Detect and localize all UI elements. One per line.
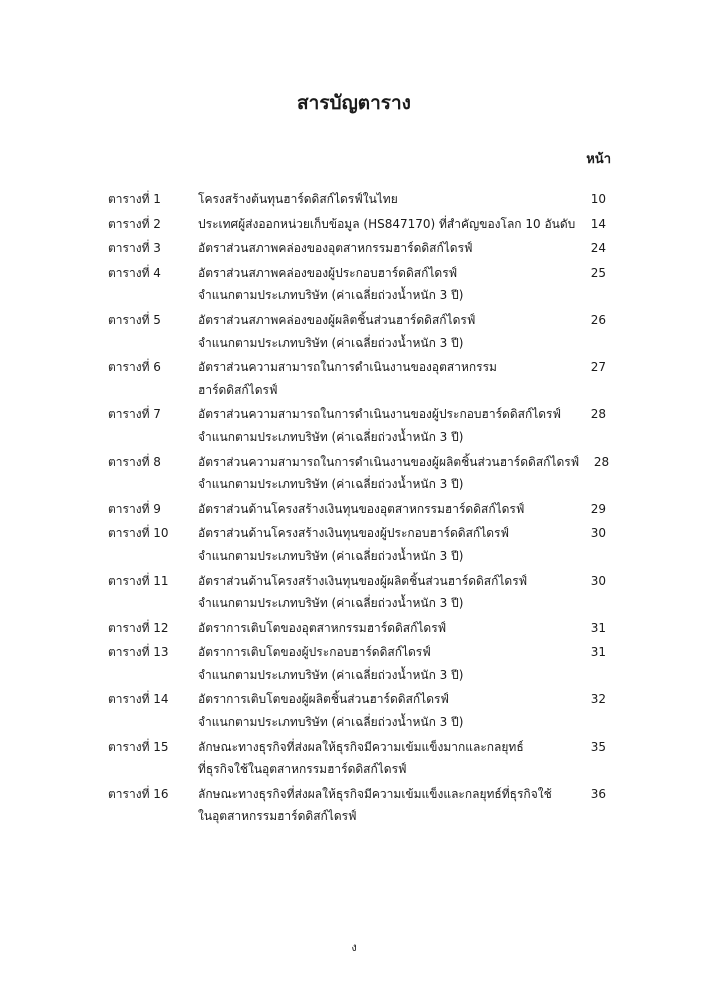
toc-entry-title-line: อัตราส่วนความสามารถในการดำเนินงานของอุตสาหกรรม bbox=[198, 360, 497, 375]
toc-entry-number: ตารางที่ 2 bbox=[108, 216, 161, 231]
toc-entry-page: 14 bbox=[590, 216, 606, 231]
toc-entry-title bbox=[198, 356, 576, 401]
toc-entry-title bbox=[198, 188, 576, 211]
toc-entry-number: ตารางที่ 14 bbox=[108, 692, 169, 707]
toc-entry bbox=[108, 356, 606, 401]
toc-entry-title-line: ประเทศผู้ส่งออกหน่วยเก็บข้อมูล (HS847170) ที่สำคัญของโลก 10 อันดับ bbox=[198, 216, 576, 231]
toc-entry bbox=[108, 522, 606, 567]
toc-entry-title-line: อัตราส่วนด้านโครงสร้างเงินทุนของผู้ประกอบฮาร์ดดิสก์ไดรฟ์ bbox=[198, 526, 509, 541]
toc-entry-number: ตารางที่ 13 bbox=[108, 645, 169, 660]
toc-entry-number: ตารางที่ 7 bbox=[108, 407, 161, 422]
toc-entry-page: 35 bbox=[590, 739, 606, 754]
toc-entry bbox=[108, 783, 606, 828]
toc-entry bbox=[108, 403, 606, 448]
toc-entry-number: ตารางที่ 3 bbox=[108, 241, 161, 256]
toc-entry bbox=[108, 498, 606, 521]
page-title: สารบัญตาราง bbox=[297, 92, 411, 114]
toc-entry-page: 27 bbox=[590, 360, 606, 375]
toc-entry-page: 28 bbox=[590, 407, 606, 422]
toc-entry-number: ตารางที่ 8 bbox=[108, 454, 161, 469]
toc-entry-page: 28 bbox=[593, 454, 610, 469]
toc-entry-title-line: ฮาร์ดดิสก์ไดรฟ์ bbox=[198, 382, 278, 397]
toc-entry-page: 31 bbox=[590, 620, 606, 635]
toc-entry bbox=[108, 451, 610, 496]
toc-entry-number: ตารางที่ 15 bbox=[108, 739, 169, 754]
table-of-contents-list bbox=[108, 188, 610, 830]
toc-entry bbox=[108, 188, 606, 211]
toc-entry-number: ตารางที่ 16 bbox=[108, 786, 169, 801]
toc-entry-title-line: อัตราส่วนสภาพคล่องของอุตสาหกรรมฮาร์ดดิสก์ไดรฟ์ bbox=[198, 241, 473, 256]
toc-entry-title-line: จำแนกตามประเภทบริษัท (ค่าเฉลี่ยถ่วงน้ำหนัก 3 ปี) bbox=[198, 548, 464, 563]
toc-entry-number: ตารางที่ 4 bbox=[108, 265, 161, 280]
toc-entry-title-line: อัตราส่วนด้านโครงสร้างเงินทุนของผู้ผลิตชิ้นส่วนฮาร์ดดิสก์ไดรฟ์ bbox=[198, 573, 528, 588]
toc-entry-title-line: จำแนกตามประเภทบริษัท (ค่าเฉลี่ยถ่วงน้ำหนัก 3 ปี) bbox=[198, 335, 464, 350]
toc-entry-title-line: จำแนกตามประเภทบริษัท (ค่าเฉลี่ยถ่วงน้ำหนัก 3 ปี) bbox=[198, 667, 464, 682]
toc-entry-title bbox=[198, 641, 576, 686]
toc-entry-title bbox=[198, 498, 576, 521]
toc-entry-title-line: อัตราการเติบโตของผู้ประกอบฮาร์ดดิสก์ไดรฟ์ bbox=[198, 645, 431, 660]
toc-entry-title-line: อัตราส่วนสภาพคล่องของผู้ประกอบฮาร์ดดิสก์ไดรฟ์ bbox=[198, 265, 458, 280]
toc-entry-number: ตารางที่ 9 bbox=[108, 501, 161, 516]
toc-entry bbox=[108, 213, 606, 236]
toc-entry bbox=[108, 237, 606, 260]
toc-entry-title bbox=[198, 688, 576, 733]
toc-entry-number: ตารางที่ 11 bbox=[108, 573, 169, 588]
toc-entry-page: 29 bbox=[590, 501, 606, 516]
toc-entry-title bbox=[198, 783, 576, 828]
toc-entry-title-line: จำแนกตามประเภทบริษัท (ค่าเฉลี่ยถ่วงน้ำหนัก 3 ปี) bbox=[198, 596, 464, 611]
page-column-header: หน้า bbox=[586, 152, 611, 167]
toc-entry bbox=[108, 570, 606, 615]
toc-entry-title-line: อัตราส่วนความสามารถในการดำเนินงานของผู้ผลิตชิ้นส่วนฮาร์ดดิสก์ไดรฟ์ bbox=[198, 454, 580, 469]
toc-entry-page: 36 bbox=[590, 786, 606, 801]
toc-entry-title bbox=[198, 451, 579, 496]
toc-entry-page: 25 bbox=[590, 265, 606, 280]
toc-entry-title-line: อัตราการเติบโตของอุตสาหกรรมฮาร์ดดิสก์ไดรฟ์ bbox=[198, 620, 447, 635]
toc-entry-title-line: จำแนกตามประเภทบริษัท (ค่าเฉลี่ยถ่วงน้ำหนัก 3 ปี) bbox=[198, 288, 464, 303]
toc-entry-title-line: อัตราส่วนความสามารถในการดำเนินงานของผู้ประกอบฮาร์ดดิสก์ไดรฟ์ bbox=[198, 407, 561, 422]
toc-entry bbox=[108, 262, 606, 307]
toc-entry-page: 32 bbox=[590, 692, 606, 707]
toc-entry-number: ตารางที่ 5 bbox=[108, 312, 161, 327]
toc-entry-number: ตารางที่ 10 bbox=[108, 526, 169, 541]
toc-entry-page: 24 bbox=[590, 241, 606, 256]
toc-entry bbox=[108, 641, 606, 686]
toc-entry-page: 30 bbox=[590, 526, 606, 541]
toc-entry-title-line: ในอุตสาหกรรมฮาร์ดดิสก์ไดรฟ์ bbox=[198, 809, 357, 824]
toc-entry-title-line: อัตราส่วนด้านโครงสร้างเงินทุนของอุตสาหกรรมฮาร์ดดิสก์ไดรฟ์ bbox=[198, 501, 525, 516]
toc-entry bbox=[108, 688, 606, 733]
toc-entry-title-line: ลักษณะทางธุรกิจที่ส่งผลให้ธุรกิจมีความเข้มแข็งมากและกลยุทธ์ bbox=[198, 739, 524, 754]
toc-entry-title bbox=[198, 617, 576, 640]
toc-entry-title bbox=[198, 237, 576, 260]
toc-entry-title-line: ลักษณะทางธุรกิจที่ส่งผลให้ธุรกิจมีความเข้มแข็งและกลยุทธ์ที่ธุรกิจใช้ bbox=[198, 786, 552, 801]
toc-entry-title bbox=[198, 213, 576, 236]
toc-entry-title bbox=[198, 736, 576, 781]
toc-entry-number: ตารางที่ 6 bbox=[108, 360, 161, 375]
toc-entry-title-line: จำแนกตามประเภทบริษัท (ค่าเฉลี่ยถ่วงน้ำหนัก 3 ปี) bbox=[198, 477, 464, 492]
toc-entry-title-line: อัตราส่วนสภาพคล่องของผู้ผลิตชิ้นส่วนฮาร์ดดิสก์ไดรฟ์ bbox=[198, 312, 476, 327]
toc-entry-page: 30 bbox=[590, 573, 606, 588]
toc-entry-number: ตารางที่ 1 bbox=[108, 192, 161, 206]
toc-entry-title-line: ที่ธุรกิจใช้ในอุตสาหกรรมฮาร์ดดิสก์ไดรฟ์ bbox=[198, 762, 407, 777]
toc-entry-page: 31 bbox=[590, 645, 606, 660]
toc-entry-number: ตารางที่ 12 bbox=[108, 620, 169, 635]
toc-entry-page: 26 bbox=[590, 312, 606, 327]
toc-entry-title-line: โครงสร้างต้นทุนฮาร์ดดิสก์ไดรฟ์ในไทย bbox=[198, 192, 398, 206]
toc-entry-title bbox=[198, 262, 576, 307]
toc-entry-title bbox=[198, 403, 576, 448]
toc-entry bbox=[108, 736, 606, 781]
toc-entry bbox=[108, 617, 606, 640]
toc-entry-title bbox=[198, 570, 576, 615]
toc-entry-title-line: อัตราการเติบโตของผู้ผลิตชิ้นส่วนฮาร์ดดิสก์ไดรฟ์ bbox=[198, 692, 449, 707]
toc-entry-title-line: จำแนกตามประเภทบริษัท (ค่าเฉลี่ยถ่วงน้ำหนัก 3 ปี) bbox=[198, 429, 464, 444]
footer-page-number: ง bbox=[351, 941, 357, 954]
toc-entry-title-line: จำแนกตามประเภทบริษัท (ค่าเฉลี่ยถ่วงน้ำหนัก 3 ปี) bbox=[198, 715, 464, 730]
toc-entry-title bbox=[198, 309, 576, 354]
toc-entry bbox=[108, 309, 606, 354]
toc-entry-title bbox=[198, 522, 576, 567]
toc-entry-page: 10 bbox=[590, 192, 606, 206]
